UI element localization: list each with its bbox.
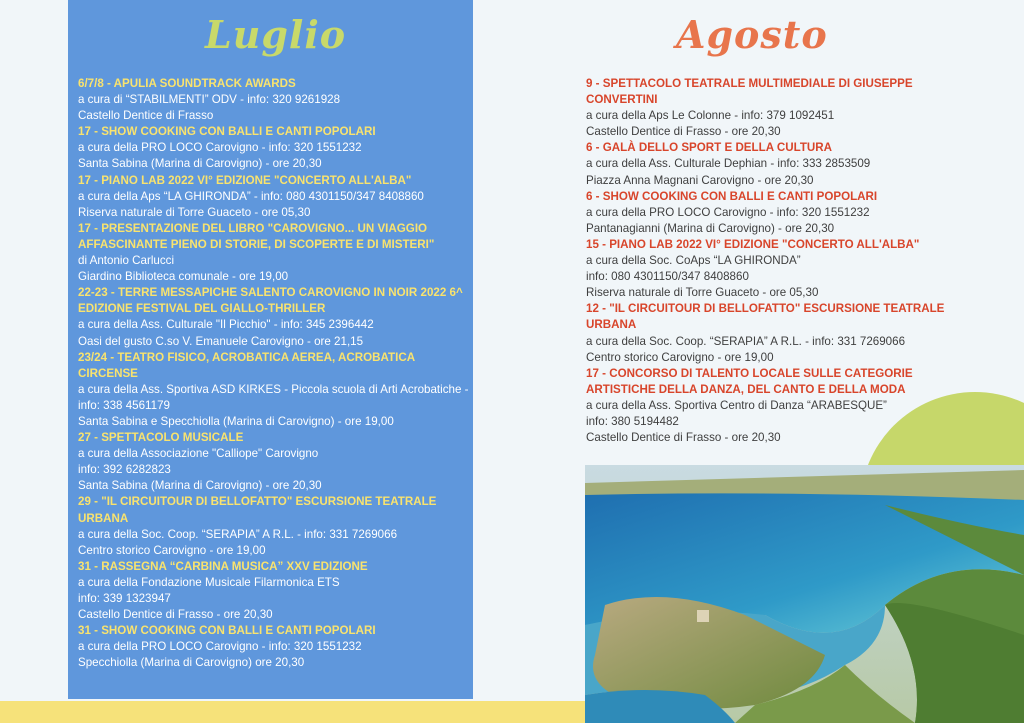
event-detail: a cura della Fondazione Musicale Filarmonica ETS (78, 575, 340, 589)
agosto-event-list (586, 76, 966, 446)
event-detail: Giardino Biblioteca comunale - ore 19,00 (78, 270, 289, 284)
event-detail: Centro storico Carovigno - ore 19,00 (78, 543, 266, 557)
event-title: 27 - SPETTACOLO MUSICALE (78, 431, 244, 445)
event-title: 6 - GALÀ DELLO SPORT E DELLA CULTURA (586, 141, 833, 155)
luglio-title: Luglio (205, 12, 347, 57)
event-title: 6/7/8 - APULIA SOUNDTRACK AWARDS (78, 77, 296, 90)
event-item (78, 221, 470, 285)
bottom-yellow-band (0, 701, 585, 723)
event-detail: Santa Sabina (Marina di Carovigno) - ore 20,30 (78, 479, 322, 493)
event-item (78, 623, 470, 671)
event-detail: Santa Sabina (Marina di Carovigno) - ore 20,30 (78, 157, 322, 171)
event-item (78, 494, 470, 558)
event-detail: a cura della Ass. Culturale Dephian - info: 333 2853509 (586, 157, 871, 171)
event-detail: info: 080 4301150/347 8408860 (586, 270, 749, 284)
event-detail: Oasi del gusto C.so V. Emanuele Carovigno - ore 21,15 (78, 334, 364, 348)
event-item (586, 237, 966, 301)
event-detail: a cura della Aps “LA GHIRONDA” - info: 080 4301150/347 8408860 (78, 189, 424, 203)
event-detail: Castello Dentice di Frasso (78, 109, 214, 123)
event-title: 12 - "IL CIRCUITOUR DI BELLOFATTO" ESCURSIONE TEATRALE URBANA (586, 302, 945, 332)
event-detail: a cura della Aps Le Colonne - info: 379 1092451 (586, 109, 835, 123)
event-detail: a cura della Ass. Sportiva Centro di Danza “ARABESQUE” (586, 398, 887, 412)
event-title: 15 - PIANO LAB 2022 VI° EDIZIONE "CONCERTO ALL'ALBA" (586, 237, 920, 251)
event-item (586, 76, 966, 140)
event-detail: Riserva naturale di Torre Guaceto - ore 05,30 (78, 205, 311, 219)
event-item (78, 559, 470, 623)
event-detail: a cura della PRO LOCO Carovigno - info: 320 1551232 (586, 205, 870, 219)
event-title: 31 - RASSEGNA “CARBINA MUSICA” XXV EDIZIONE (78, 559, 368, 573)
event-item (78, 76, 470, 124)
event-detail: Pantanagianni (Marina di Carovigno) - ore 20,30 (586, 221, 835, 235)
event-title: 17 - SHOW COOKING CON BALLI E CANTI POPOLARI (78, 125, 376, 139)
event-title: 17 - PRESENTAZIONE DEL LIBRO "CAROVIGNO... UN VIAGGIO AFFASCINANTE PIENO DI STORIE, DI SCOPERTE E DI MISTERI" (78, 221, 435, 251)
event-item (78, 173, 470, 221)
event-item (78, 285, 470, 349)
event-detail: Santa Sabina e Specchiolla (Marina di Carovigno) - ore 19,00 (78, 414, 394, 428)
event-detail: info: 380 5194482 (586, 414, 679, 428)
aerial-coast-photo (585, 465, 1024, 723)
event-item (78, 350, 470, 430)
event-detail: di Antonio Carlucci (78, 254, 175, 268)
event-item (586, 140, 966, 188)
event-detail: a cura della Soc. Coop. “SERAPIA” A R.L. - info: 331 7269066 (586, 334, 906, 348)
event-title: 17 - CONCORSO DI TALENTO LOCALE SULLE CATEGORIE ARTISTICHE DELLA DANZA, DEL CANTO E DELLA MODA (586, 366, 913, 396)
event-item (78, 430, 470, 494)
event-detail: Castello Dentice di Frasso - ore 20,30 (586, 431, 781, 445)
event-detail: Castello Dentice di Frasso - ore 20,30 (586, 125, 781, 139)
event-detail: Centro storico Carovigno - ore 19,00 (586, 350, 774, 364)
event-item (586, 189, 966, 237)
event-item (586, 366, 966, 446)
event-item (586, 301, 966, 365)
event-title: 23/24 - TEATRO FISICO, ACROBATICA AEREA, ACROBATICA CIRCENSE (78, 350, 415, 380)
event-detail: a cura della Ass. Culturale "Il Picchio" - info: 345 2396442 (78, 318, 374, 332)
event-detail: a cura della Associazione "Calliope" Carovigno (78, 447, 319, 461)
event-detail: a cura di “STABILMENTI” ODV - info: 320 9261928 (78, 93, 341, 107)
event-detail: info: 339 1323947 (78, 592, 171, 605)
event-detail: a cura della PRO LOCO Carovigno - info: 320 1551232 (78, 640, 362, 654)
event-title: 29 - "IL CIRCUITOUR DI BELLOFATTO" ESCURSIONE TEATRALE URBANA (78, 495, 437, 525)
event-detail: Riserva naturale di Torre Guaceto - ore 05,30 (586, 286, 819, 300)
event-detail: a cura della Soc. CoAps “LA GHIRONDA” (586, 254, 801, 268)
event-title: 9 - SPETTACOLO TEATRALE MULTIMEDIALE DI GIUSEPPE CONVERTINI (586, 77, 913, 107)
event-title: 6 - SHOW COOKING CON BALLI E CANTI POPOLARI (586, 189, 878, 203)
event-detail: a cura della PRO LOCO Carovigno - info: 320 1551232 (78, 141, 362, 155)
event-detail: info: 392 6282823 (78, 463, 171, 477)
event-detail: Piazza Anna Magnani Carovigno - ore 20,30 (586, 173, 814, 187)
event-title: 17 - PIANO LAB 2022 VI° EDIZIONE "CONCERTO ALL'ALBA" (78, 173, 412, 187)
event-detail: Castello Dentice di Frasso - ore 20,30 (78, 608, 273, 622)
agosto-title: Agosto (676, 12, 828, 57)
event-item (78, 124, 470, 172)
event-title: 31 - SHOW COOKING CON BALLI E CANTI POPOLARI (78, 624, 376, 638)
event-title: 22-23 - TERRE MESSAPICHE SALENTO CAROVIGNO IN NOIR 2022 6^ EDIZIONE FESTIVAL DEL GIALLO-THRILLER (78, 286, 463, 316)
event-detail: Specchiolla (Marina di Carovigno) ore 20,30 (78, 656, 305, 670)
luglio-event-list (78, 76, 470, 671)
event-detail: a cura della Soc. Coop. “SERAPIA” A R.L. - info: 331 7269066 (78, 527, 398, 541)
event-detail: a cura della Ass. Sportiva ASD KIRKES - Piccola scuola di Arti Acrobatiche - info: 338 4561179 (78, 382, 469, 412)
